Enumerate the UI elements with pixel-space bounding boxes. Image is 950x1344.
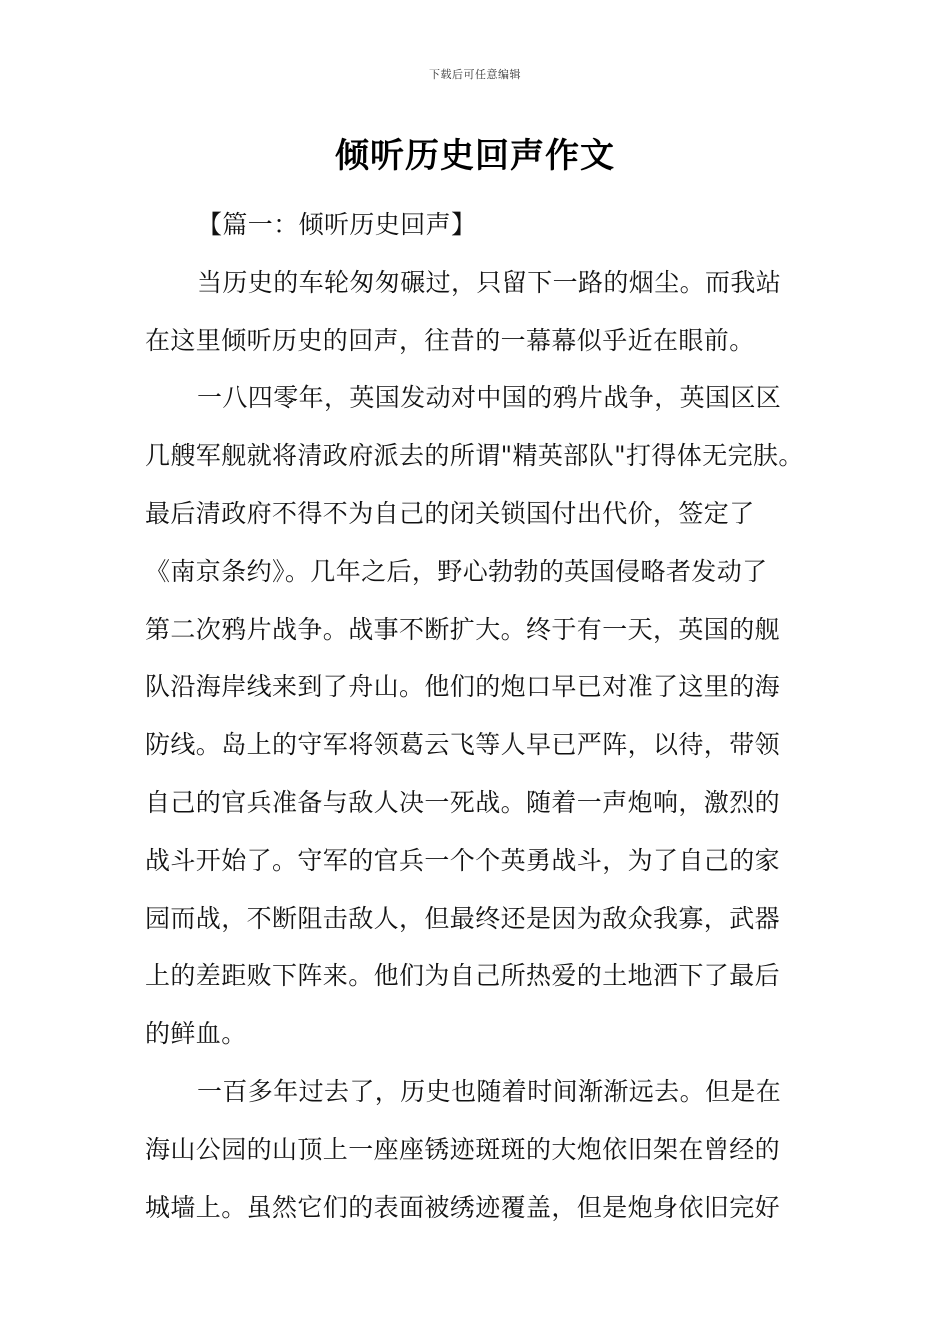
- paragraph-line: 一八四零年，英国发动对中国的鸦片战争，英国区区: [197, 383, 782, 413]
- section-heading: 【篇一：倾听历史回声】: [197, 210, 477, 239]
- paragraph-line: 最后清政府不得不为自己的闭关锁国付出代价，签定了: [145, 498, 755, 528]
- paragraph-line: 城墙上。虽然它们的表面被绣迹覆盖，但是炮身依旧完好: [145, 1192, 781, 1222]
- document-title: 倾听历史回声作文: [335, 136, 615, 176]
- paragraph-line: 队沿海岸线来到了舟山。他们的炮口早已对准了这里的海: [145, 672, 781, 702]
- paragraph-line: 在这里倾听历史的回声，往昔的一幕幕似乎近在眼前。: [145, 325, 755, 355]
- paragraph-line: 战斗开始了。守军的官兵一个个英勇战斗，为了自己的家: [145, 845, 781, 875]
- paragraph-line: 第二次鸦片战争。战事不断扩大。终于有一天，英国的舰: [145, 614, 781, 644]
- paragraph-line: 自己的官兵准备与敌人决一死战。随着一声炮响，激烈的: [145, 787, 781, 817]
- paragraph-line: 海山公园的山顶上一座座锈迹斑斑的大炮依旧架在曾经的: [145, 1134, 781, 1164]
- document-body: [145, 196, 813, 1236]
- paragraph-line: 上的差距败下阵来。他们为自己所热爱的土地洒下了最后: [145, 961, 781, 991]
- paragraph-line: 防线。岛上的守军将领葛云飞等人早已严阵，以待，带领: [145, 730, 781, 760]
- header-note: 下载后可任意编辑: [429, 68, 521, 81]
- paragraph-line: 《南京条约》。几年之后，野心勃勃的英国侵略者发动了: [145, 556, 768, 586]
- paragraph-line: 一百多年过去了，历史也随着时间渐渐远去。但是在: [197, 1076, 782, 1106]
- paragraph-line: 园而战，不断阻击敌人，但最终还是因为敌众我寡，武器: [145, 903, 781, 933]
- paragraph-line: 几艘军舰就将清政府派去的所谓"精英部队"打得体无完肤。: [145, 441, 804, 471]
- paragraph-line: 当历史的车轮匆匆碾过，只留下一路的烟尘。而我站: [197, 267, 782, 297]
- paragraph-line: 的鲜血。: [145, 1019, 247, 1049]
